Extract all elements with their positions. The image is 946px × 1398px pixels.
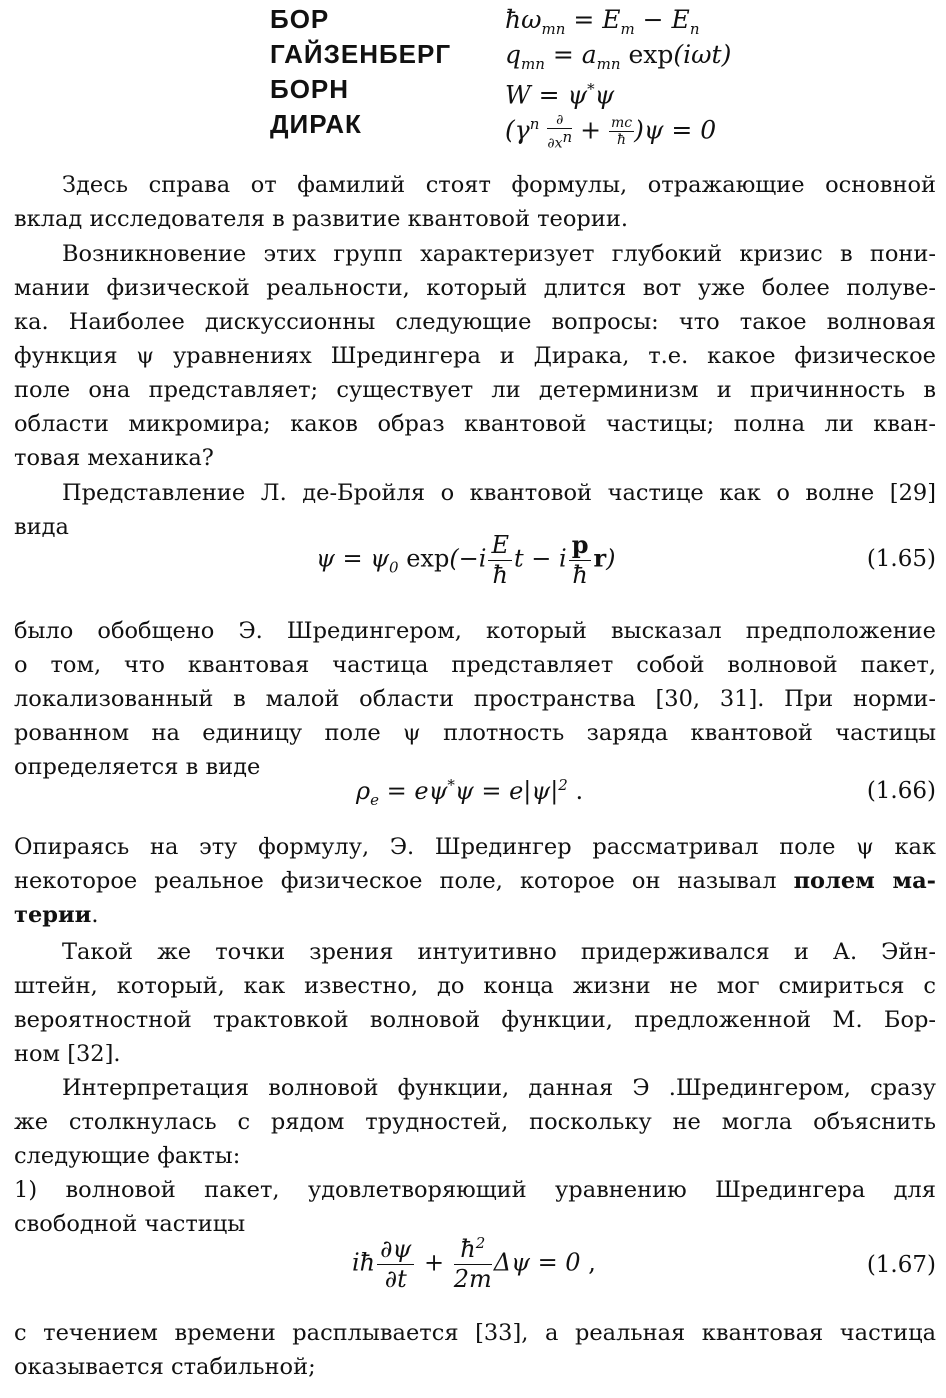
text-line: 1) волновой пакет, удовлетворяющий уравнению Шредингера для: [14, 1177, 936, 1203]
table-row: [270, 107, 910, 152]
text-line: Опираясь на эту формулу, Э. Шредингер рассматривал поле ψ как: [14, 834, 936, 860]
physicist-formula: $ħ\omega_{mn} = E_m - E_n$: [505, 5, 700, 38]
equation-1-66: $\rho_e = e\psi^*\psi = e|\psi|^2$ .: [356, 776, 584, 809]
text-line: поле она представляет; существует ли детерминизм и причинность в: [14, 377, 936, 403]
text-line: вероятностной трактовкой волновой функции, предложенной М. Бор-: [14, 1007, 936, 1033]
text-line: локализованный в малой области пространства [30, 31]. При норми-: [14, 686, 936, 712]
text-line: рованном на единицу поле ψ плотность заряда квантовой частицы: [14, 720, 936, 746]
equation-1-65: $\psi = \psi_0$ exp(−i $\frac{E}{ħ}$ t − i $\frac{p}{ħ}$ r): [316, 530, 616, 590]
paragraph-crisis: [14, 237, 936, 475]
paragraph-wave-packet: [14, 1316, 936, 1384]
equation-number: (1.65): [866, 546, 936, 572]
paragraph-einstein: [14, 935, 936, 1071]
physicist-name: ДИРАК: [270, 109, 362, 139]
physicist-name: БОР: [270, 4, 330, 34]
text-line: штейн, который, как известно, до конца жизни не мог смириться с: [14, 973, 936, 999]
text-line: с течением времени расплывается [33], а реальная квантовая частица: [14, 1320, 936, 1346]
text-line: же столкнулась с рядом трудностей, поскольку не могла объяснить: [14, 1109, 936, 1135]
text-line: оказывается стабильной;: [14, 1354, 316, 1380]
physicist-name: БОРН: [270, 74, 350, 104]
paragraph-interpretation: [14, 1071, 936, 1241]
text-line: Здесь справа от фамилий стоят формулы, отражающие основной: [62, 172, 936, 198]
text-line: Интерпретация волновой функции, данная Э .Шредингером, сразу: [62, 1075, 936, 1101]
text-line: некоторое реальное физическое поле, которое он называл полем ма-: [14, 868, 936, 894]
paragraph-matter-field: [14, 830, 936, 932]
text-line: определяется в виде: [14, 754, 261, 780]
text-line: следующие факты:: [14, 1143, 241, 1169]
physicists-formula-table: [270, 2, 910, 152]
paragraph-intro: [14, 168, 936, 236]
text-line: Такой же точки зрения интуитивно придерживался и А. Эйн-: [62, 939, 936, 965]
text-line: области микромира; каков образ квантовой частицы; полна ли кван-: [14, 411, 936, 437]
physicist-name: ГАЙЗЕНБЕРГ: [270, 39, 452, 69]
text-line: товая механика?: [14, 445, 214, 471]
equation-1-67: iħ $\frac{\partial\psi}{\partial t}$ + $\frac{ħ^2}{2m}$ Δψ = 0 ,: [352, 1234, 596, 1294]
text-line: вида: [14, 514, 69, 540]
physicist-formula: $q_{mn} = a_{mn}$ exp(iωt): [505, 40, 732, 73]
text-line: функция ψ уравнениях Шредингера и Дирака, т.е. какое физическое: [14, 343, 936, 369]
physicist-formula: W = ψ*ψ: [505, 80, 615, 110]
text-line: Представление Л. де-Бройля о квантовой частице как о волне [29]: [62, 480, 936, 506]
table-row: [270, 37, 910, 72]
text-line: ном [32].: [14, 1041, 121, 1067]
equation-number: (1.66): [866, 778, 936, 804]
paragraph-schrodinger: [14, 614, 936, 784]
text-line: терии.: [14, 902, 99, 928]
text-line: ка. Наиболее дискуссионны следующие вопросы: что такое волновая: [14, 309, 936, 335]
physicist-formula: ($\gamma^n$ $\frac{\partial}{\partial x^n}$ + $\frac{mc}{ħ}$ )ψ = 0: [505, 112, 717, 152]
text-line: Возникновение этих групп характеризует глубокий кризис в пони-: [62, 241, 936, 267]
text-line: мании физической реальности, который длится вот уже более полуве-: [14, 275, 936, 301]
text-line: свободной частицы: [14, 1211, 246, 1237]
equation-number: (1.67): [866, 1252, 936, 1278]
text-line: вклад исследователя в развитие квантовой теории.: [14, 206, 628, 232]
table-row: [270, 72, 910, 110]
text-line: о том, что квантовая частица представляет собой волновой пакет,: [14, 652, 936, 678]
table-row: [270, 2, 910, 37]
text-line: было обобщено Э. Шредингером, который высказал предположение: [14, 618, 936, 644]
